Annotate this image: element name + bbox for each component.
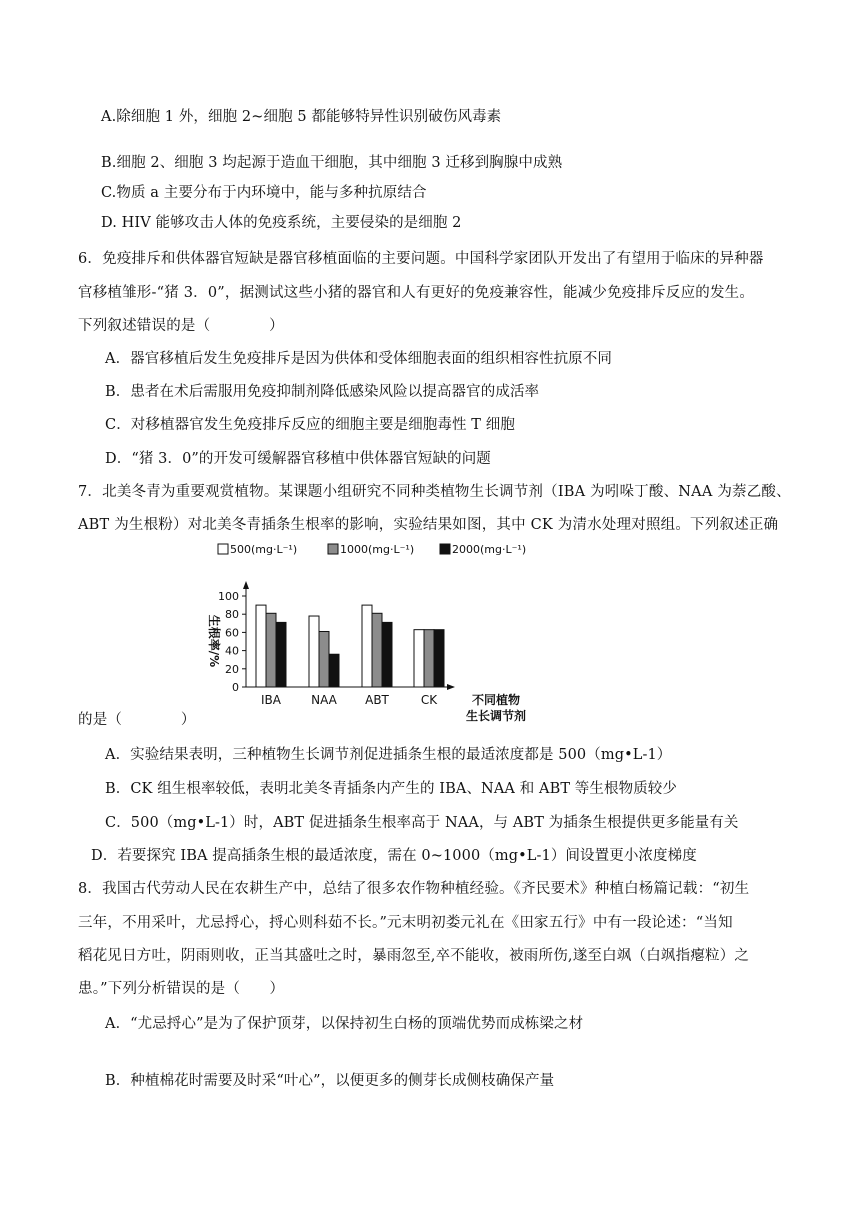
legend-swatch: [218, 544, 228, 554]
q5-option-d: D. HIV 能够攻击人体的免疫系统，主要侵染的是细胞 2: [101, 215, 462, 231]
q8-option-b: B．种植棉花时需要及时采“叶心”，以便更多的侧芽长成侧枝确保产量: [105, 1073, 555, 1089]
q7-stem-line-1: 7．北美冬青为重要观赏植物。某课题小组研究不同种类植物生长调节剂（IBA 为吲哚丁酸、NAA 为萘乙酸、: [78, 484, 791, 500]
q7-option-a: A．实验结果表明，三种植物生长调节剂促进插条生根的最适浓度都是 500（mg•L-1）: [105, 747, 672, 763]
x-tick-label: NAA: [311, 693, 337, 707]
x-tick-label: ABT: [365, 693, 389, 707]
q8-stem-line-2: 三年，不用采叶，尤忌捋心，捋心则科茹不长。”元末明初娄元礼在《田家五行》中有一段论述：“当知: [78, 915, 733, 931]
legend-label: 2000(mg·L⁻¹): [452, 543, 527, 556]
q6-option-d: D．“猪 3．0”的开发可缓解器官移植中供体器官短缺的问题: [105, 451, 491, 467]
legend-swatch: [328, 544, 338, 554]
y-axis-label: 生根率/%: [207, 614, 221, 668]
q6-stem-line-1: 6．免疫排斥和供体器官短缺是器官移植面临的主要问题。中国科学家团队开发出了有望用于临床的异种器: [78, 251, 764, 267]
q7-option-b: B．CK 组生根率较低，表明北美冬青插条内产生的 IBA、NAA 和 ABT 等生根物质较少: [105, 781, 678, 797]
q5-option-a: A.除细胞 1 外，细胞 2~细胞 5 都能够特异性识别破伤风毒素: [101, 109, 502, 125]
bar: [382, 622, 392, 687]
chart-legend: [218, 543, 526, 556]
bar: [414, 630, 424, 687]
bar: [309, 616, 319, 687]
q8-stem-line-4: 患。”下列分析错误的是（ ）: [78, 981, 285, 997]
y-axis-arrow: [243, 581, 249, 589]
rooting-rate-bar-chart: [196, 538, 556, 728]
x-axis: [246, 684, 526, 723]
x-axis-label-line-2: 生长调节剂: [465, 709, 527, 723]
bar: [276, 622, 286, 687]
q7-option-d: D．若要探究 IBA 提高插条生根的最适浓度，需在 0~1000（mg•L-1）间设置更小浓度梯度: [91, 848, 697, 864]
x-tick-label: IBA: [261, 693, 281, 707]
y-tick-label: 20: [225, 662, 239, 676]
y-tick-label: 100: [218, 590, 239, 603]
legend-swatch: [440, 544, 450, 554]
q6-option-b: B．患者在术后需服用免疫抑制剂降低感染风险以提高器官的成活率: [105, 384, 540, 400]
x-tick-label: CK: [420, 693, 438, 707]
bar: [372, 613, 382, 687]
chart-bars: [256, 605, 444, 687]
x-axis-arrow: [447, 684, 455, 690]
y-tick-label: 60: [225, 626, 239, 640]
q8-stem-line-1: 8．我国古代劳动人民在农耕生产中，总结了很多农作物种植经验。《齐民要术》种植白杨篇记载：“初生: [78, 881, 750, 897]
q7-stem-line-3: 的是（ ）: [78, 712, 196, 728]
legend-label: 1000(mg·L⁻¹): [340, 543, 415, 556]
q6-option-c: C．对移植器官发生免疫排斥反应的细胞主要是细胞毒性 T 细胞: [105, 417, 515, 433]
x-axis-label-line-1: 不同植物: [471, 693, 521, 707]
y-tick-label: 0: [232, 681, 239, 694]
q8-stem-line-3: 稻花见日方吐，阴雨则收，正当其盛吐之时，暴雨忽至,卒不能收，被雨所伤,遂至白飒（白飒指瘪粒）之: [78, 948, 750, 964]
bar: [434, 630, 444, 687]
q6-stem-line-2: 官移植雏形-“猪 3．0”，据测试这些小猪的器官和人有更好的免疫兼容性，能减少免疫排斥反应的发生。: [78, 285, 755, 301]
q6-option-a: A．器官移植后发生免疫排斥是因为供体和受体细胞表面的组织相容性抗原不同: [105, 351, 612, 367]
y-axis: [207, 581, 249, 694]
y-tick-label: 80: [225, 608, 239, 622]
bar: [266, 613, 276, 687]
q5-option-c: C.物质 a 主要分布于内环境中，能与多种抗原结合: [101, 185, 427, 201]
q5-option-b: B.细胞 2、细胞 3 均起源于造血干细胞，其中细胞 3 迁移到胸腺中成熟: [101, 155, 563, 171]
q7-option-c: C．500（mg•L-1）时，ABT 促进插条生根率高于 NAA，与 ABT 为插条生根提供更多能量有关: [105, 815, 739, 831]
q7-stem-line-2: ABT 为生根粉）对北美冬青插条生根率的影响，实验结果如图，其中 CK 为清水处理对照组。下列叙述正确: [78, 517, 779, 533]
bar: [256, 605, 266, 687]
q8-option-a: A．“尤忌捋心”是为了保护顶芽，以保持初生白杨的顶端优势而成栋梁之材: [105, 1016, 584, 1032]
legend-label: 500(mg·L⁻¹): [230, 543, 298, 556]
bar: [362, 605, 372, 687]
bar: [319, 631, 329, 687]
y-tick-label: 40: [225, 644, 239, 658]
q6-stem-line-3: 下列叙述错误的是（ ）: [78, 318, 284, 334]
bar: [329, 654, 339, 687]
bar: [424, 630, 434, 687]
